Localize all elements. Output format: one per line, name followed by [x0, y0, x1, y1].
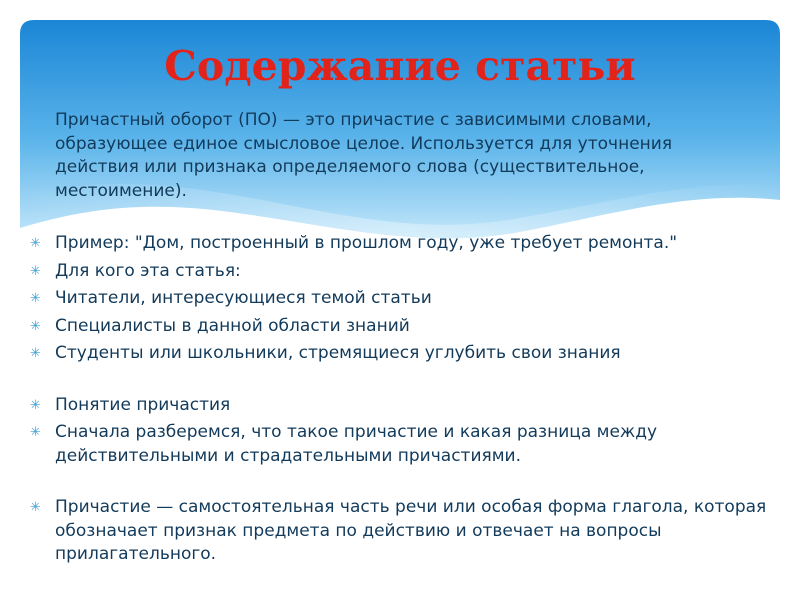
list-item — [30, 394, 780, 418]
intro-paragraph: Причастный оборот (ПО) — это причастие с зависимыми словами, образующее единое смысловое целое. Используется для уточнения действия или признака определяемого слова (существительное, местоимение). — [55, 110, 673, 201]
star-bullet-icon: ✳ — [30, 236, 41, 251]
star-bullet-icon: ✳ — [30, 397, 41, 413]
star-bullet-icon: ✳ — [30, 263, 41, 279]
bullet-list — [30, 232, 780, 571]
list-item-text: Студенты или школьники, стремящиеся углубить свои знания — [55, 343, 621, 363]
list-item-text: Для кого эта статья: — [55, 260, 241, 281]
star-bullet-icon: ✳ — [30, 346, 41, 361]
star-bullet-icon: ✳ — [30, 291, 41, 306]
list-item — [30, 260, 780, 284]
list-item-text: Специалисты в данной области знаний — [55, 315, 410, 336]
list-item — [30, 496, 780, 567]
list-item — [30, 342, 780, 366]
star-bullet-icon: ✳ — [30, 500, 41, 515]
star-bullet-icon: ✳ — [30, 425, 41, 440]
list-item-text: Сначала разберемся, что такое причастие и какая разница между действительными и страдательными причастиями. — [55, 422, 658, 466]
list-item — [30, 421, 780, 468]
star-bullet-icon: ✳ — [30, 318, 41, 334]
list-item-text: Причастие — самостоятельная часть речи или особая форма глагола, которая обозначает признак предмета по действию и отвечает на вопросы прилагательного. — [55, 497, 767, 564]
list-item — [30, 232, 780, 256]
list-item-text: Понятие причастия — [55, 394, 231, 415]
list-item — [30, 287, 780, 311]
list-item — [30, 315, 780, 339]
slide-title: Содержание статьи — [164, 42, 636, 90]
list-item-text: Пример: "Дом, построенный в прошлом году, уже требует ремонта." — [55, 233, 678, 253]
list-item-text: Читатели, интересующиеся темой статьи — [55, 288, 432, 308]
